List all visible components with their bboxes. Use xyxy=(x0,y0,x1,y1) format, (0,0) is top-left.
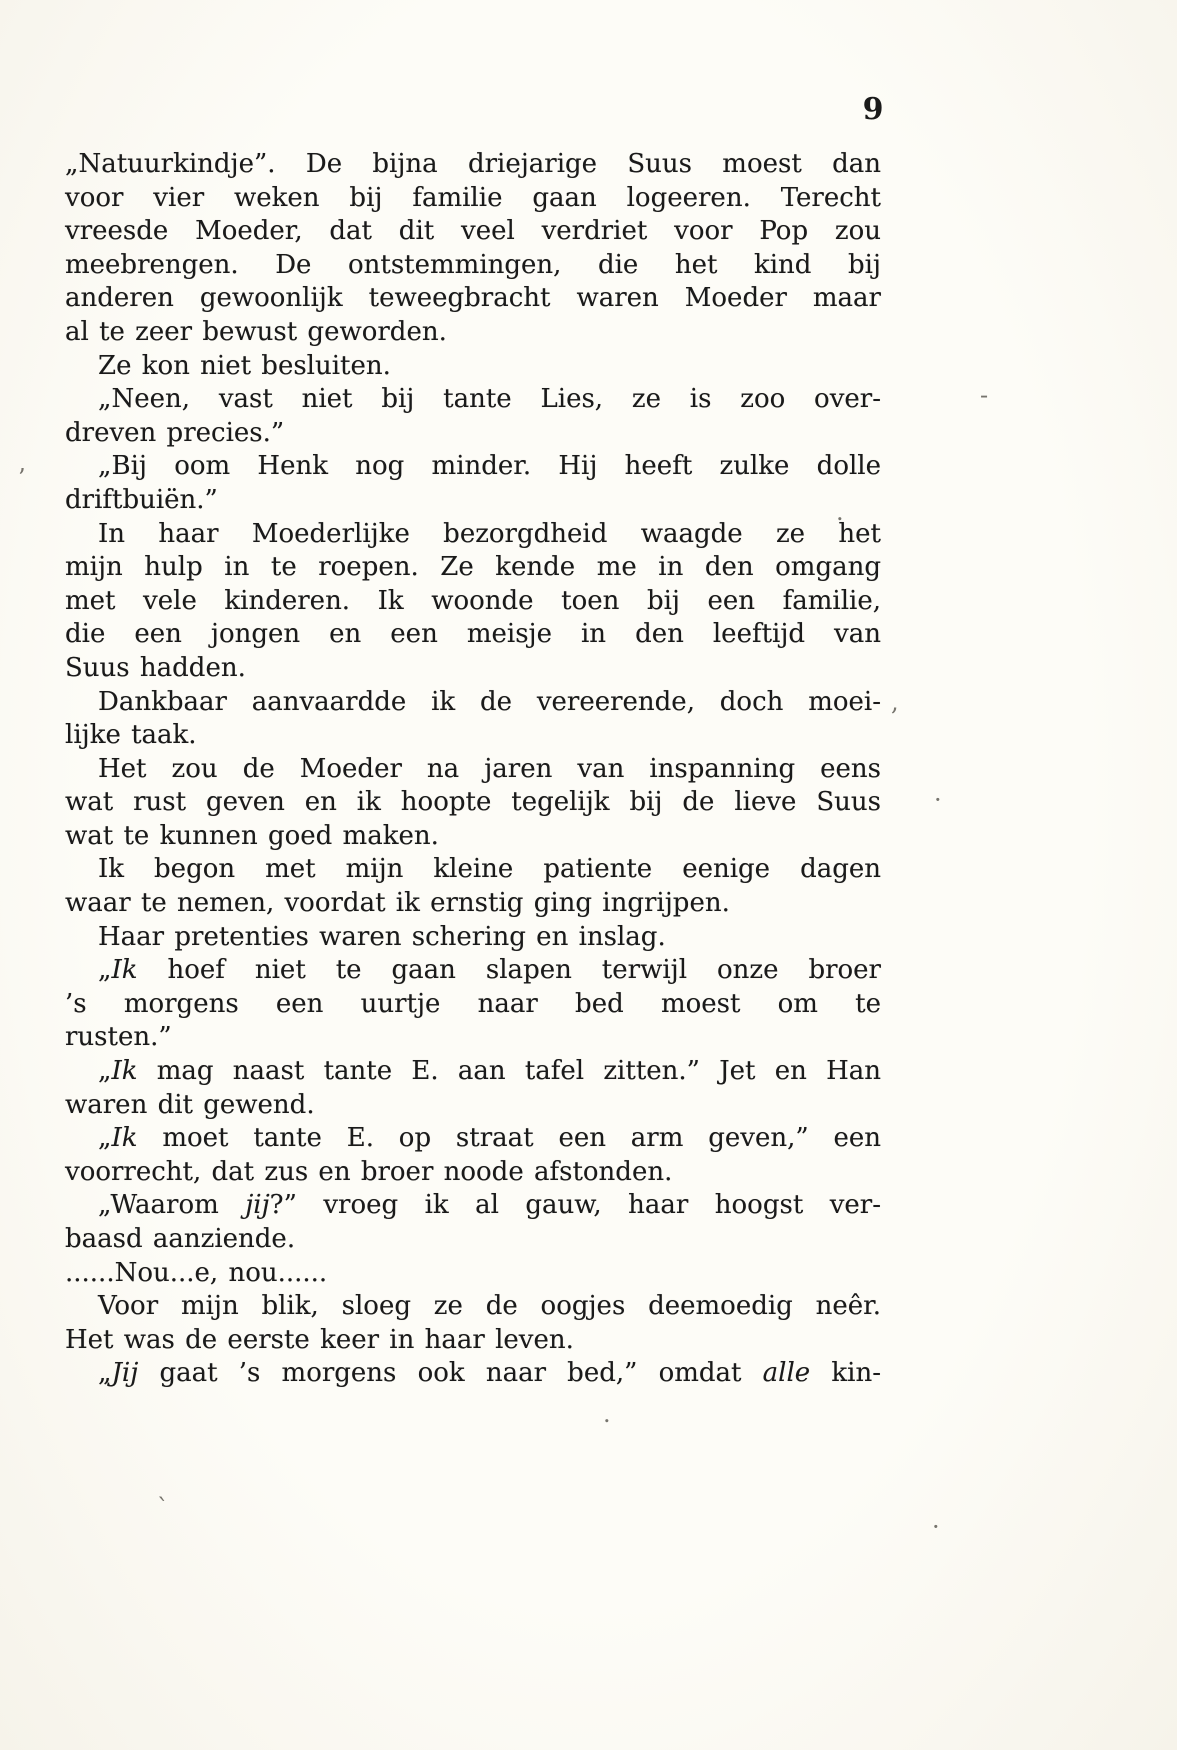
text-segment: mijn hulp in te roepen. Ze kende me in den omgang xyxy=(65,552,881,583)
text-line xyxy=(65,1021,881,1055)
text-line xyxy=(65,618,881,652)
page-number: 9 xyxy=(862,92,884,127)
text-segment: Dankbaar aanvaardde ik de vereerende, doch moei- xyxy=(98,686,881,717)
scan-artifact: . xyxy=(603,1400,611,1428)
text-segment: moet tante E. op straat een arm geven,” een xyxy=(137,1123,881,1154)
text-segment: „ xyxy=(98,1123,112,1154)
text-line xyxy=(65,853,881,887)
text-segment: „ xyxy=(98,1056,112,1087)
emphasized-text: Ik xyxy=(111,1056,138,1087)
text-line xyxy=(65,786,881,820)
text-segment: wat rust geven en ik hoopte tegelijk bij de lieve Suus xyxy=(65,787,881,818)
text-segment: driftbuiën.” xyxy=(65,484,218,515)
text-line xyxy=(65,249,881,283)
text-line xyxy=(65,1156,881,1190)
text-line xyxy=(65,450,881,484)
text-segment: baasd aanziende. xyxy=(65,1224,296,1254)
scan-artifact: , xyxy=(891,688,899,716)
text-segment: kin- xyxy=(810,1358,881,1389)
text-segment: met vele kinderen. Ik woonde toen bij een familie, xyxy=(65,585,881,616)
text-line xyxy=(65,148,881,182)
text-segment: „Bij oom Henk nog minder. Hij heeft zulke dolle xyxy=(98,451,881,482)
text-line xyxy=(65,282,881,316)
text-line xyxy=(65,954,881,988)
text-segment: Haar pretenties waren schering en inslag. xyxy=(98,921,666,952)
text-line xyxy=(65,652,881,686)
text-line xyxy=(65,1189,881,1223)
text-line xyxy=(65,719,881,753)
text-segment: „Neen, vast niet bij tante Lies, ze is zoo over- xyxy=(98,384,881,415)
scan-artifact: ` xyxy=(157,1494,169,1522)
text-segment: vreesde Moeder, dat dit veel verdriet voor Pop zou xyxy=(65,216,881,247)
text-segment: ......Nou...e, nou...... xyxy=(65,1257,328,1288)
text-segment: Ze kon niet besluiten. xyxy=(98,350,391,381)
emphasized-text: Ik xyxy=(111,955,138,986)
text-line xyxy=(65,551,881,585)
scan-artifact: . xyxy=(836,498,844,526)
text-line xyxy=(65,383,881,417)
text-line xyxy=(65,484,881,518)
text-line xyxy=(65,820,881,854)
text-segment: Het zou de Moeder na jaren van inspanning eens xyxy=(98,753,881,784)
text-segment: waar te nemen, voordat ik ernstig ging ingrijpen. xyxy=(65,888,730,919)
text-line xyxy=(65,1055,881,1089)
text-segment: rusten.” xyxy=(65,1022,172,1053)
scan-artifact: · xyxy=(934,786,942,814)
text-segment: dreven precies.” xyxy=(65,417,285,448)
text-segment: In haar Moederlijke bezorgdheid waagde ze het xyxy=(98,518,881,549)
text-line xyxy=(65,1089,881,1123)
emphasized-text: Jij xyxy=(111,1358,139,1389)
emphasized-text: Ik xyxy=(111,1123,138,1154)
text-line xyxy=(65,585,881,619)
text-segment: voor vier weken bij familie gaan logeeren. Terecht xyxy=(65,182,881,213)
text-segment: gaat ’s morgens ook naar bed,” omdat xyxy=(138,1358,763,1389)
text-segment: „ xyxy=(98,1358,112,1389)
emphasized-text: jij xyxy=(245,1190,270,1221)
text-segment: anderen gewoonlijk teweegbracht waren Moeder maar xyxy=(65,283,881,314)
text-line xyxy=(65,1257,881,1291)
text-segment: Suus hadden. xyxy=(65,652,246,683)
text-segment: die een jongen en een meisje in den leeftijd van xyxy=(65,619,881,650)
text-line xyxy=(65,1290,881,1324)
text-segment: mag naast tante E. aan tafel zitten.” Jet en Han xyxy=(137,1056,881,1087)
text-segment: ’s morgens een uurtje naar bed moest om te xyxy=(65,988,881,1019)
text-segment: Ik begon met mijn kleine patiente eenige dagen xyxy=(98,854,881,885)
text-line xyxy=(65,518,881,552)
text-segment: lijke taak. xyxy=(65,720,197,751)
scan-artifact: - xyxy=(980,381,989,409)
text-line xyxy=(65,417,881,451)
text-line xyxy=(65,215,881,249)
text-segment: „Natuurkindje”. De bijna driejarige Suus moest dan xyxy=(65,149,881,179)
text-segment: al te zeer bewust geworden. xyxy=(65,316,447,347)
text-segment: „Waarom xyxy=(98,1190,246,1221)
text-segment: voorrecht, dat zus en broer noode afstonden. xyxy=(65,1156,673,1187)
text-segment: meebrengen. De ontstemmingen, die het kind bij xyxy=(65,249,881,280)
text-segment: Het was de eerste keer in haar leven. xyxy=(65,1324,574,1355)
text-segment: „ xyxy=(98,955,112,986)
text-line xyxy=(65,1223,881,1257)
text-segment: Voor mijn blik, sloeg ze de oogjes deemoedig neêr. xyxy=(98,1291,881,1322)
text-line xyxy=(65,921,881,955)
text-line xyxy=(65,182,881,216)
scan-artifact: · xyxy=(932,1513,940,1541)
text-line xyxy=(65,1324,881,1358)
text-line xyxy=(65,1357,881,1391)
text-line xyxy=(65,887,881,921)
text-segment: ?” vroeg ik al gauw, haar hoogst ver- xyxy=(269,1190,882,1221)
text-segment: hoef niet te gaan slapen terwijl onze broer xyxy=(137,955,881,986)
text-block xyxy=(65,148,881,1391)
text-line xyxy=(65,316,881,350)
text-segment: wat te kunnen goed maken. xyxy=(65,820,439,851)
text-segment: waren dit gewend. xyxy=(65,1089,315,1120)
scan-artifact: ’ xyxy=(18,464,26,492)
text-line xyxy=(65,686,881,720)
emphasized-text: alle xyxy=(762,1358,811,1389)
text-line xyxy=(65,350,881,384)
text-line xyxy=(65,1122,881,1156)
text-line xyxy=(65,988,881,1022)
text-line xyxy=(65,753,881,787)
